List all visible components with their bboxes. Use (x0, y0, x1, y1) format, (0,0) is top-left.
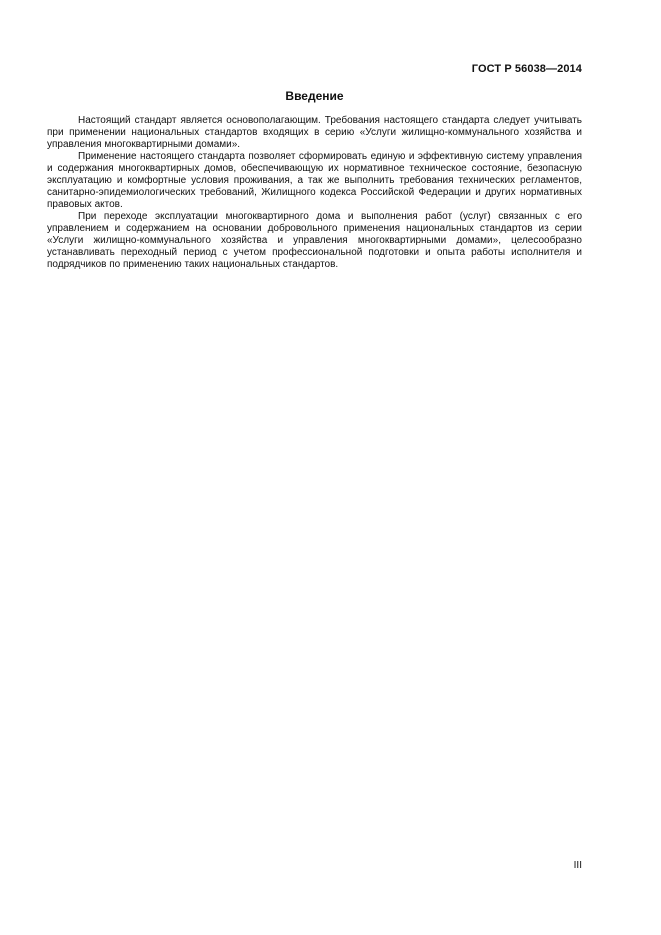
paragraph: Применение настоящего стандарта позволяет сформировать единую и эффективную систему управления и содержания многоквартирных домов, обеспечивающую их нормативное техническое состояние, безопасную эксплуатацию и комфортные условия проживания, а так же выполнить требования технических регламентов, санитарно-эпидемиологических требований, Жилищного кодекса Российской Федерации и других нормативных правовых актов. (47, 151, 582, 210)
paragraph: При переходе эксплуатации многоквартирного дома и выполнения работ (услуг) связанных с его управлением и содержанием на основании добровольного применения национальных стандартов из серии «Услуги жилищно-коммунального хозяйства и управления многоквартирными домами», целесообразно устанавливать переходный период с учетом профессиональной подготовки и опыта работы исполнителя и подрядчиков по применению таких национальных стандартов. (47, 211, 582, 270)
paragraph: Настоящий стандарт является основополагающим. Требования настоящего стандарта следует учитывать при применении национальных стандартов входящих в серию «Услуги жилищно-коммунального хозяйства и управления многоквартирными домами». (47, 115, 582, 150)
page-number: III (573, 860, 582, 871)
section-title: Введение (285, 89, 344, 103)
section-body (47, 115, 582, 271)
document-code: ГОСТ Р 56038—2014 (471, 63, 582, 75)
